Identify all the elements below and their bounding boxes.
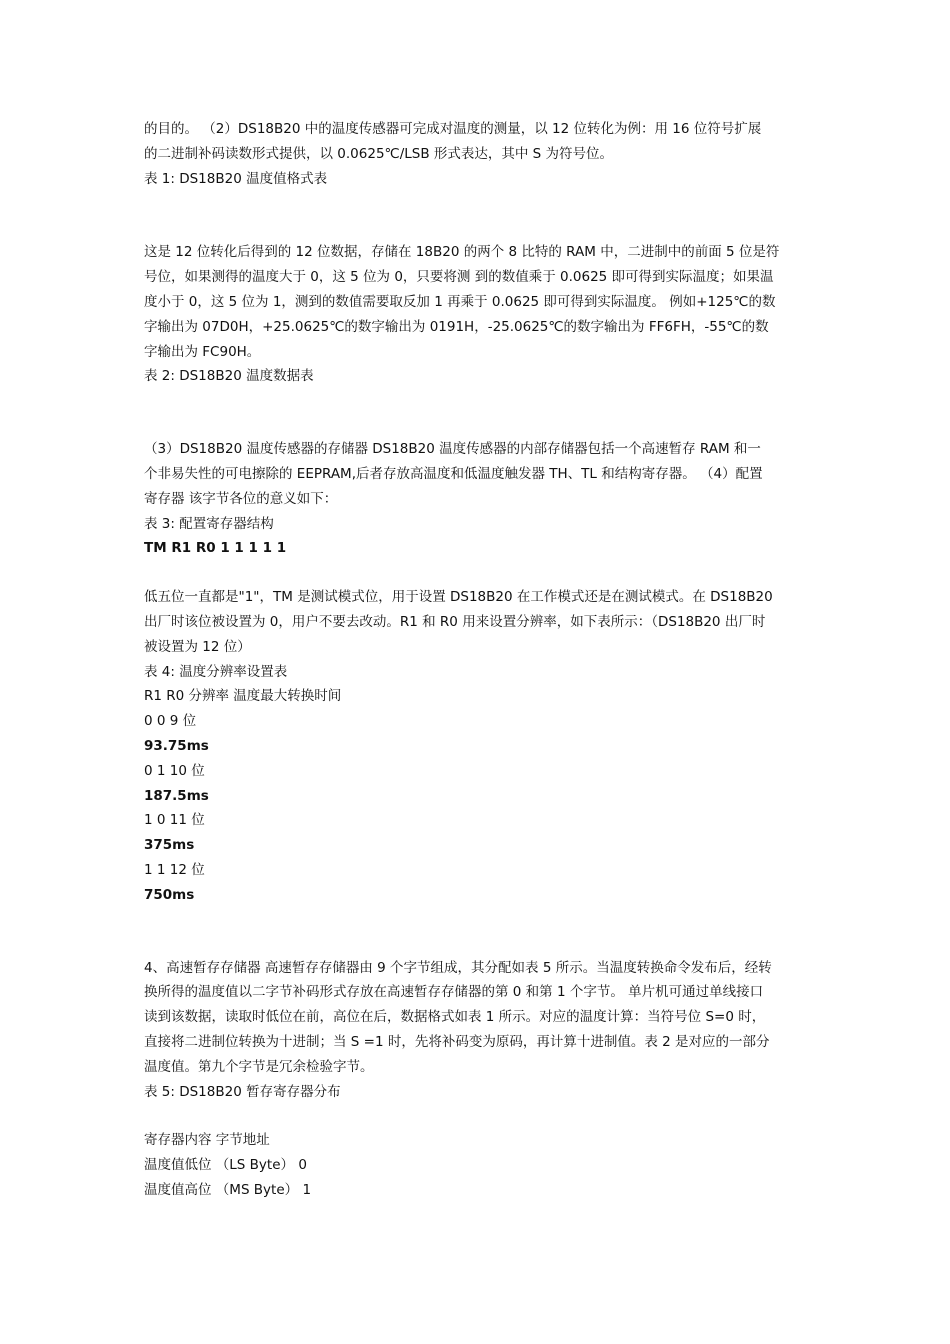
paragraph-line: 字输出为 FC90H。 — [144, 343, 261, 360]
table-row: 0 0 9 位 — [144, 713, 197, 730]
table-gap — [144, 191, 810, 240]
paragraph-line: 寄存器 该字节各位的意义如下： — [144, 490, 338, 507]
table-row: 750ms — [144, 886, 195, 903]
paragraph-line: 被设置为 12 位） — [144, 638, 251, 655]
paragraph-line: （3）DS18B20 温度传感器的存储器 DS18B20 温度传感器的内部存储器包括一个高速暂存 RAM 和一 — [144, 441, 761, 458]
table-row: 0 1 10 位 — [144, 762, 205, 779]
paragraph-line: 读到该数据，读取时低位在前，高位在后，数据格式如表 1 所示。对应的温度计算：当符号位 S=0 时， — [144, 1009, 766, 1026]
paragraph-line: 温度值。第九个字节是冗余检验字节。 — [144, 1058, 374, 1075]
paragraph-line: 出厂时该位被设置为 0，用户不要去改动。R1 和 R0 用来设置分辨率，如下表所示：（DS18B20 出厂时 — [144, 613, 766, 630]
paragraph-line: 4、高速暂存存储器 高速暂存存储器由 9 个字节组成，其分配如表 5 所示。当温度转换命令发布后，经转 — [144, 959, 772, 976]
table-gap — [144, 389, 810, 437]
paragraph-line: 这是 12 位转化后得到的 12 位数据，存储在 18B20 的两个 8 比特的 RAM 中，二进制中的前面 5 位是符 — [144, 244, 780, 261]
paragraph-line: 换所得的温度值以二字节补码形式存放在高速暂存存储器的第 0 和第 1 个字节。 单片机可通过单线接口 — [144, 984, 764, 1001]
table-header: R1 R0 分辨率 温度最大转换时间 — [144, 688, 342, 705]
table-caption: 表 4: 温度分辨率设置表 — [144, 663, 288, 680]
table-row: 375ms — [144, 837, 195, 854]
table-caption: 表 1: DS18B20 温度值格式表 — [144, 170, 328, 187]
table-caption: 表 3: 配置寄存器结构 — [144, 515, 274, 532]
table-row: 1 0 11 位 — [144, 812, 205, 829]
table-row: 温度值低位 （LS Byte） 0 — [144, 1157, 307, 1174]
table-row: TM R1 R0 1 1 1 1 1 — [144, 540, 287, 557]
table-row: 1 1 12 位 — [144, 861, 205, 878]
paragraph-line: 号位，如果测得的温度大于 0，这 5 位为 0，只要将测 到的数值乘于 0.0625 即可得到实际温度；如果温 — [144, 269, 774, 286]
table-caption: 表 2: DS18B20 温度数据表 — [144, 368, 314, 385]
table-row: 温度值高位 （MS Byte） 1 — [144, 1181, 312, 1198]
paragraph-line: 的目的。 （2）DS18B20 中的温度传感器可完成对温度的测量，以 12 位转化为例：用 16 位符号扩展 — [144, 121, 762, 137]
paragraph-line: 低五位一直都是"1"，TM 是测试模式位，用于设置 DS18B20 在工作模式还是在测试模式。在 DS18B20 — [144, 589, 773, 606]
paragraph-line: 直接将二进制位转换为十进制；当 S =1 时，先将补码变为原码，再计算十进制值。表 2 是对应的一部分 — [144, 1033, 770, 1050]
table-header: 寄存器内容 字节地址 — [144, 1132, 270, 1149]
table-row: 93.75ms — [144, 737, 209, 754]
paragraph-line: 个非易失性的可电擦除的 EEPRAM,后者存放高温度和低温度触发器 TH、TL 和结构寄存器。 （4）配置 — [144, 465, 763, 482]
document-page — [144, 117, 810, 1203]
paragraph-line: 的二进制补码读数形式提供，以 0.0625℃/LSB 形式表达，其中 S 为符号位。 — [144, 145, 614, 162]
paragraph-line: 字输出为 07D0H，+25.0625℃的数字输出为 0191H，-25.0625℃的数字输出为 FF6FH，-55℃的数 — [144, 318, 769, 335]
table-caption: 表 5: DS18B20 暂存寄存器分布 — [144, 1083, 341, 1100]
table-row: 187.5ms — [144, 787, 209, 804]
table-gap — [144, 561, 810, 585]
table-gap — [144, 908, 810, 956]
table-gap — [144, 1104, 810, 1128]
paragraph-line: 度小于 0，这 5 位为 1，测到的数值需要取反加 1 再乘于 0.0625 即可得到实际温度。 例如+125℃的数 — [144, 293, 776, 310]
